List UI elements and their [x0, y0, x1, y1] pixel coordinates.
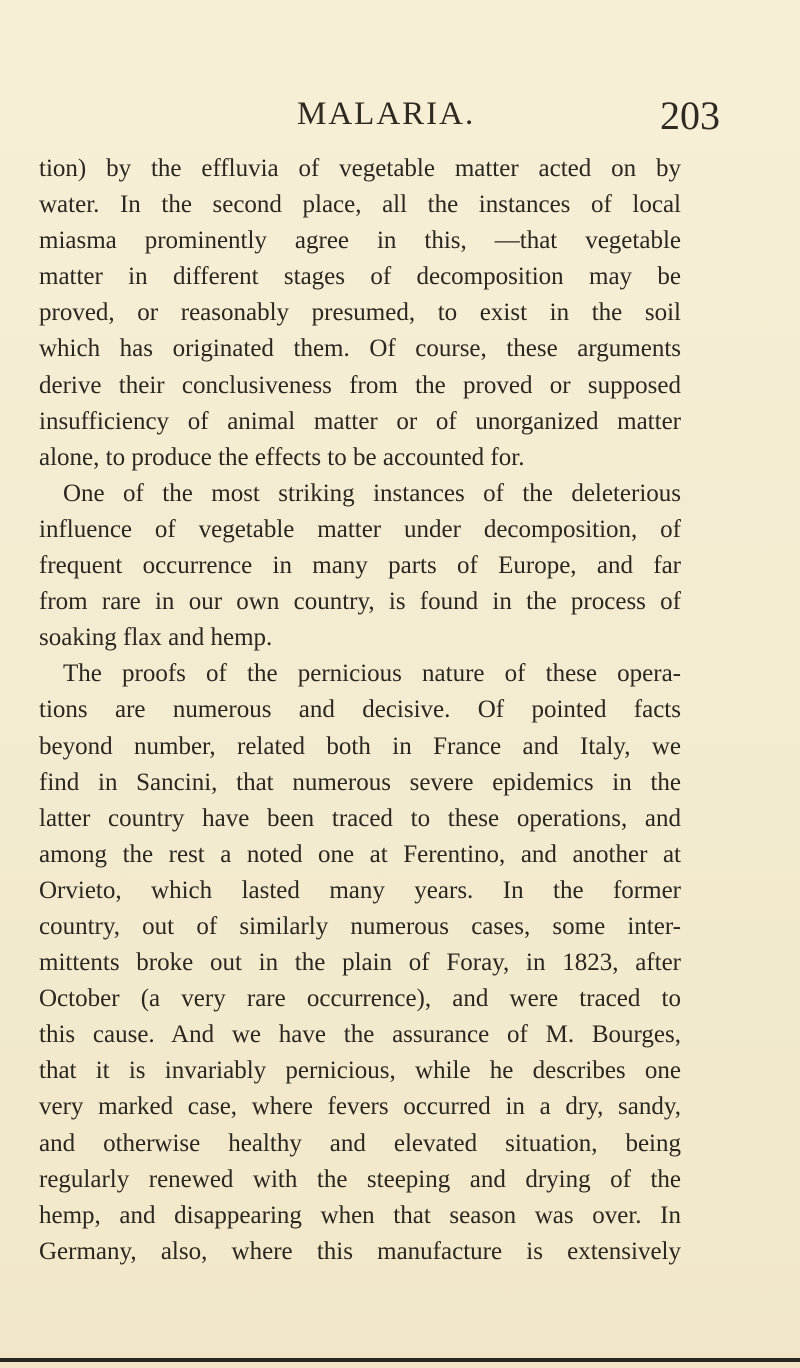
text-line: from rare in our own country, is found in the process of	[39, 588, 681, 616]
text-line: this cause. And we have the assurance of M. Bourges,	[39, 1021, 681, 1049]
text-line: country, out of similarly numerous cases, some inter-	[39, 912, 681, 940]
text-line: tion) by the effluvia of vegetable matter acted on by	[39, 155, 681, 182]
text-line: frequent occurrence in many parts of Europe, and far	[39, 552, 681, 580]
text-line: find in Sancini, that numerous severe epidemics in the	[39, 768, 681, 796]
text-line: insufficiency of animal matter or of unorganized matter	[39, 407, 681, 435]
text-line: One of the most striking instances of the deleterious	[63, 479, 681, 507]
text-line: matter in different stages of decomposition may be	[39, 263, 681, 291]
text-line: regularly renewed with the steeping and drying of the	[39, 1165, 681, 1193]
running-head: MALARIA.	[297, 96, 476, 132]
text-line: miasma prominently agree in this, —that vegetable	[39, 227, 681, 255]
body-text	[39, 151, 681, 1270]
text-line: alone, to produce the effects to be accounted for.	[39, 443, 525, 471]
text-line: soaking flax and hemp.	[39, 624, 273, 652]
text-line: tions are numerous and decisive. Of pointed facts	[39, 696, 681, 724]
text-line: hemp, and disappearing when that season was over. In	[39, 1201, 681, 1229]
text-line: latter country have been traced to these operations, and	[39, 804, 681, 832]
text-line: and otherwise healthy and elevated situation, being	[39, 1129, 681, 1157]
text-line: Germany, also, where this manufacture is extensively	[39, 1237, 681, 1265]
text-line: October (a very rare occurrence), and were traced to	[39, 985, 681, 1013]
page-header	[0, 92, 800, 140]
text-line: beyond number, related both in France and Italy, we	[39, 732, 681, 760]
text-line: water. In the second place, all the instances of local	[39, 191, 681, 219]
text-line: among the rest a noted one at Ferentino, and another at	[39, 840, 681, 868]
text-line: mittents broke out in the plain of Foray, in 1823, after	[39, 949, 681, 977]
text-line: Orvieto, which lasted many years. In the former	[39, 876, 681, 904]
text-line: very marked case, where fevers occurred in a dry, sandy,	[39, 1093, 681, 1121]
page-number: 203	[660, 93, 720, 138]
page-bottom-edge	[0, 1358, 800, 1362]
text-line: derive their conclusiveness from the proved or supposed	[39, 371, 681, 399]
text-line: proved, or reasonably presumed, to exist in the soil	[39, 299, 681, 327]
text-line: The proofs of the pernicious nature of these opera-	[63, 660, 681, 688]
text-line: that it is invariably pernicious, while he describes one	[39, 1057, 681, 1085]
text-line: which has originated them. Of course, these arguments	[39, 335, 681, 363]
text-line: influence of vegetable matter under decomposition, of	[39, 515, 681, 543]
